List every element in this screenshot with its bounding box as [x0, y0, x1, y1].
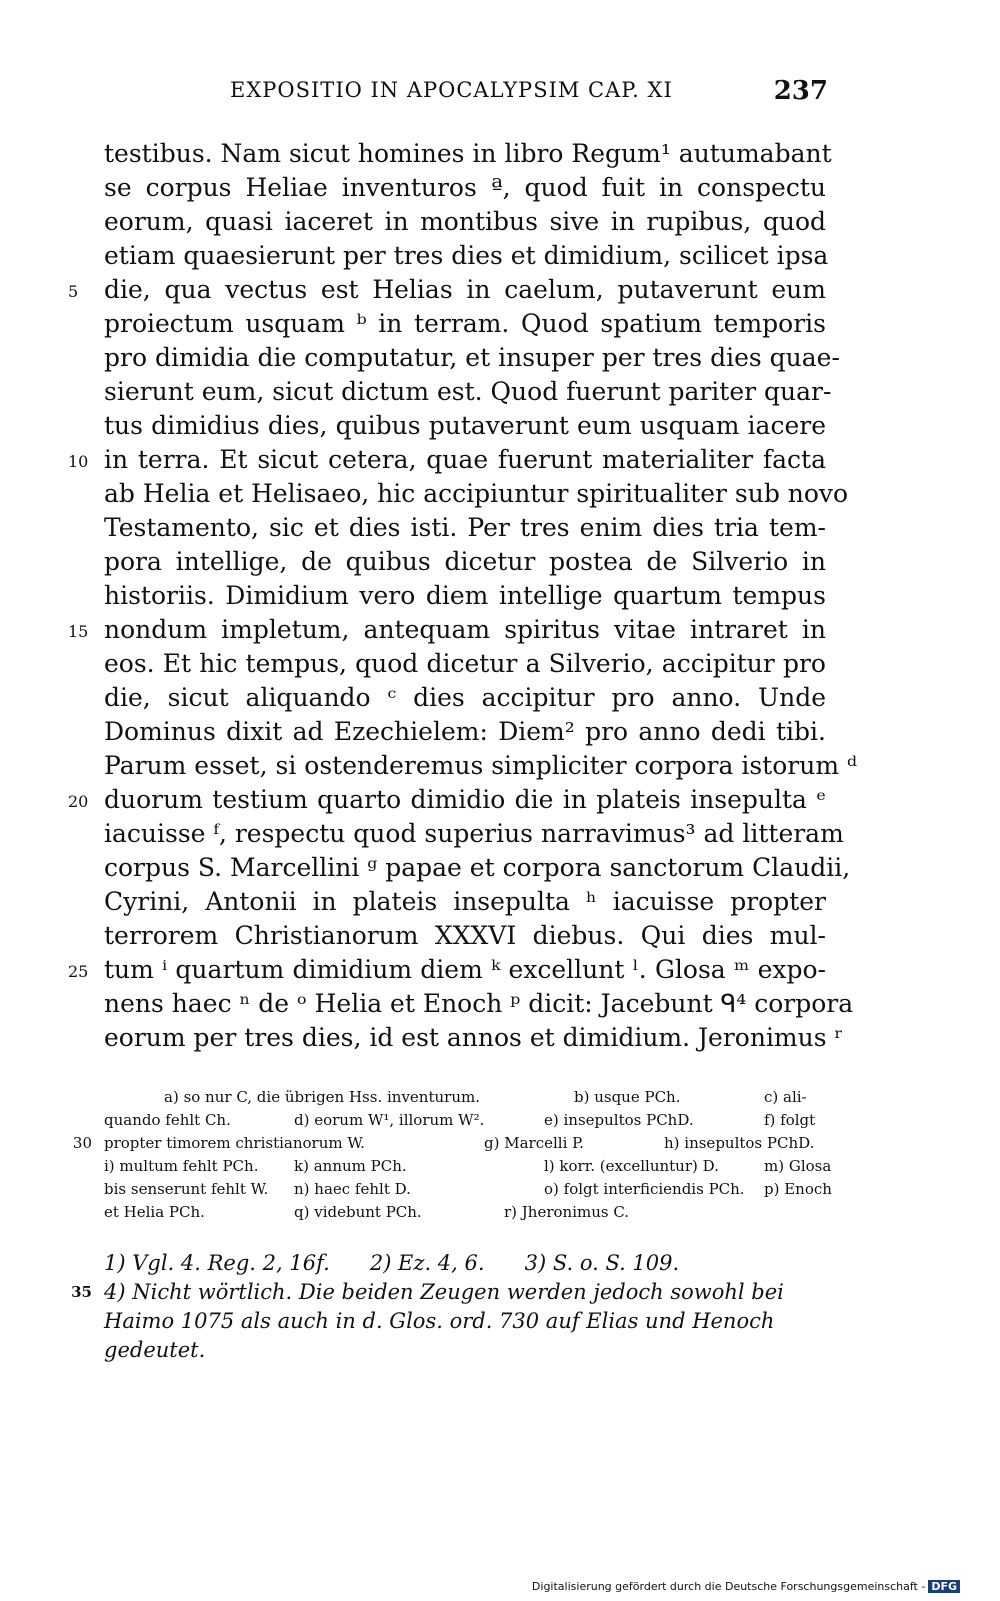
apparatus-entry: bis senserunt fehlt W. — [104, 1180, 269, 1198]
apparatus-entry: g) Marcelli P. — [484, 1134, 584, 1152]
text-line — [68, 783, 826, 817]
reference-line — [71, 1278, 826, 1307]
line-text: se corpus Heliae inventuros ª, quod fuit in conspectu — [104, 173, 826, 202]
apparatus-entry: i) multum fehlt PCh. — [104, 1157, 259, 1175]
line-text: Testamento, sic et dies isti. Per tres enim dies tria tem- — [104, 513, 826, 542]
line-text: historiis. Dimidium vero diem intellige quartum tempus — [104, 581, 826, 610]
line-text: die, sicut aliquando ᶜ dies accipitur pro anno. Unde — [104, 683, 826, 712]
line-text: sierunt eum, sicut dictum est. Quod fuerunt pariter quar- — [104, 377, 832, 406]
apparatus-entry: e) insepultos PChD. — [544, 1111, 694, 1129]
apparatus-line — [104, 1109, 826, 1132]
text-line — [104, 137, 832, 171]
running-title: EXPOSITIO IN APOCALYPSIM CAP. XI — [230, 78, 673, 102]
critical-apparatus — [72, 1086, 832, 1224]
apparatus-entry: h) insepultos PChD. — [664, 1134, 815, 1152]
reference-line — [104, 1249, 826, 1278]
apparatus-entry: f) folgt — [764, 1111, 816, 1129]
text-line — [104, 749, 857, 783]
text-line — [104, 681, 826, 715]
text-line — [104, 341, 840, 375]
apparatus-entry: et Helia PCh. — [104, 1203, 205, 1221]
reference-text: 1) Vgl. 4. Reg. 2, 16f. 2) Ez. 4, 6. 3) S. o. S. 109. — [104, 1251, 680, 1275]
reference-text: Haimo 1075 als auch in d. Glos. ord. 730 auf Elias und Henoch — [104, 1309, 775, 1333]
line-text: ab Helia et Helisaeo, hic accipiuntur spiritualiter sub novo — [104, 479, 849, 508]
apparatus-line — [72, 1132, 826, 1155]
line-number: 30 — [72, 1134, 92, 1152]
text-line — [104, 511, 826, 545]
text-line — [104, 987, 854, 1021]
line-text: nondum impletum, antequam spiritus vitae intraret in — [104, 615, 826, 644]
text-line — [104, 239, 829, 273]
text-line — [68, 443, 826, 477]
credit-text: Digitalisierung gefördert durch die Deutsche Forschungsgemeinschaft - — [531, 1580, 926, 1593]
apparatus-line — [104, 1201, 826, 1224]
line-text: Cyrini, Antonii in plateis insepulta ʰ iacuisse propter — [104, 887, 826, 916]
text-line — [104, 885, 826, 919]
text-line — [68, 953, 826, 987]
apparatus-entry: q) videbunt PCh. — [294, 1203, 422, 1221]
apparatus-line — [104, 1178, 832, 1201]
apparatus-entry: d) eorum W¹, illorum W². — [294, 1111, 485, 1129]
apparatus-entry: a) so nur C, die übrigen Hss. inventurum. — [164, 1088, 480, 1106]
apparatus-entry: quando fehlt Ch. — [104, 1111, 231, 1129]
apparatus-entry: p) Enoch — [764, 1180, 832, 1198]
dfg-logo: DFG — [928, 1580, 960, 1593]
digitization-credit — [532, 1580, 960, 1593]
line-number: 20 — [68, 792, 89, 811]
line-text: etiam quaesierunt per tres dies et dimidium, scilicet ipsa — [104, 241, 829, 270]
text-line — [104, 477, 849, 511]
text-line — [104, 715, 826, 749]
line-text: eorum per tres dies, id est annos et dimidium. Jeronimus ʳ — [104, 1023, 844, 1052]
line-text: tus dimidius dies, quibus putaverunt eum usquam iacere — [104, 411, 826, 440]
line-text: nens haec ⁿ de ᵒ Helia et Enoch ᵖ dicit: Jacebunt ᑫ⁴ corpora — [104, 989, 854, 1018]
apparatus-entry: b) usque PCh. — [574, 1088, 681, 1106]
line-text: proiectum usquam ᵇ in terram. Quod spatium temporis — [104, 309, 826, 338]
text-line — [104, 851, 851, 885]
line-number: 35 — [71, 1283, 92, 1301]
line-number: 25 — [68, 962, 89, 981]
line-text: eos. Et hic tempus, quod dicetur a Silverio, accipitur pro — [104, 649, 826, 678]
apparatus-entry: l) korr. (excelluntur) D. — [544, 1157, 719, 1175]
reference-line — [104, 1307, 826, 1336]
line-text: die, qua vectus est Helias in caelum, putaverunt eum — [104, 275, 826, 304]
line-number: 10 — [68, 452, 89, 471]
reference-line — [104, 1336, 826, 1365]
text-line — [104, 579, 826, 613]
apparatus-entry: n) haec fehlt D. — [294, 1180, 411, 1198]
apparatus-entry: m) Glosa — [764, 1157, 832, 1175]
line-text: testibus. Nam sicut homines in libro Regum¹ autumabant — [104, 139, 832, 168]
line-text: pro dimidia die computatur, et insuper per tres dies quae- — [104, 343, 840, 372]
apparatus-line — [104, 1155, 832, 1178]
text-line — [68, 273, 826, 307]
source-references — [71, 1249, 826, 1365]
line-text: terrorem Christianorum XXXVI diebus. Qui dies mul- — [104, 921, 826, 950]
line-text: tum ⁱ quartum dimidium diem ᵏ excellunt ˡ. Glosa ᵐ expo- — [104, 955, 826, 984]
text-line — [104, 409, 826, 443]
line-text: iacuisse ᶠ, respectu quod superius narravimus³ ad litteram — [104, 819, 844, 848]
text-line — [104, 171, 826, 205]
page-number: 237 — [773, 76, 828, 106]
line-text: in terra. Et sicut cetera, quae fuerunt materialiter facta — [104, 445, 826, 474]
text-line — [68, 613, 826, 647]
text-line — [104, 307, 826, 341]
apparatus-entry: propter timorem christianorum W. — [104, 1134, 365, 1152]
line-text: Dominus dixit ad Ezechielem: Diem² pro anno dedi tibi. — [104, 717, 826, 746]
line-text: eorum, quasi iaceret in montibus sive in rupibus, quod — [104, 207, 826, 236]
text-line — [104, 1021, 844, 1055]
line-text: pora intellige, de quibus dicetur postea de Silverio in — [104, 547, 826, 576]
text-line — [104, 375, 832, 409]
apparatus-entry: k) annum PCh. — [294, 1157, 407, 1175]
text-line — [104, 919, 826, 953]
line-text: Parum esset, si ostenderemus simpliciter corpora istorum ᵈ — [104, 751, 857, 780]
reference-text: 4) Nicht wörtlich. Die beiden Zeugen werden jedoch sowohl bei — [104, 1280, 784, 1304]
line-number: 5 — [68, 282, 79, 301]
line-text: corpus S. Marcellini ᵍ papae et corpora sanctorum Claudii, — [104, 853, 851, 882]
text-line — [104, 205, 826, 239]
line-text: duorum testium quarto dimidio die in plateis insepulta ᵉ — [104, 785, 826, 814]
apparatus-line — [104, 1086, 826, 1109]
text-line — [104, 647, 826, 681]
apparatus-entry: c) ali- — [764, 1088, 807, 1106]
apparatus-entry: r) Jheronimus C. — [504, 1203, 630, 1221]
text-line — [104, 545, 826, 579]
apparatus-entry: o) folgt interficiendis PCh. — [544, 1180, 745, 1198]
reference-text: gedeutet. — [104, 1338, 206, 1362]
text-line — [104, 817, 844, 851]
main-text — [68, 137, 857, 1055]
line-number: 15 — [68, 622, 89, 641]
